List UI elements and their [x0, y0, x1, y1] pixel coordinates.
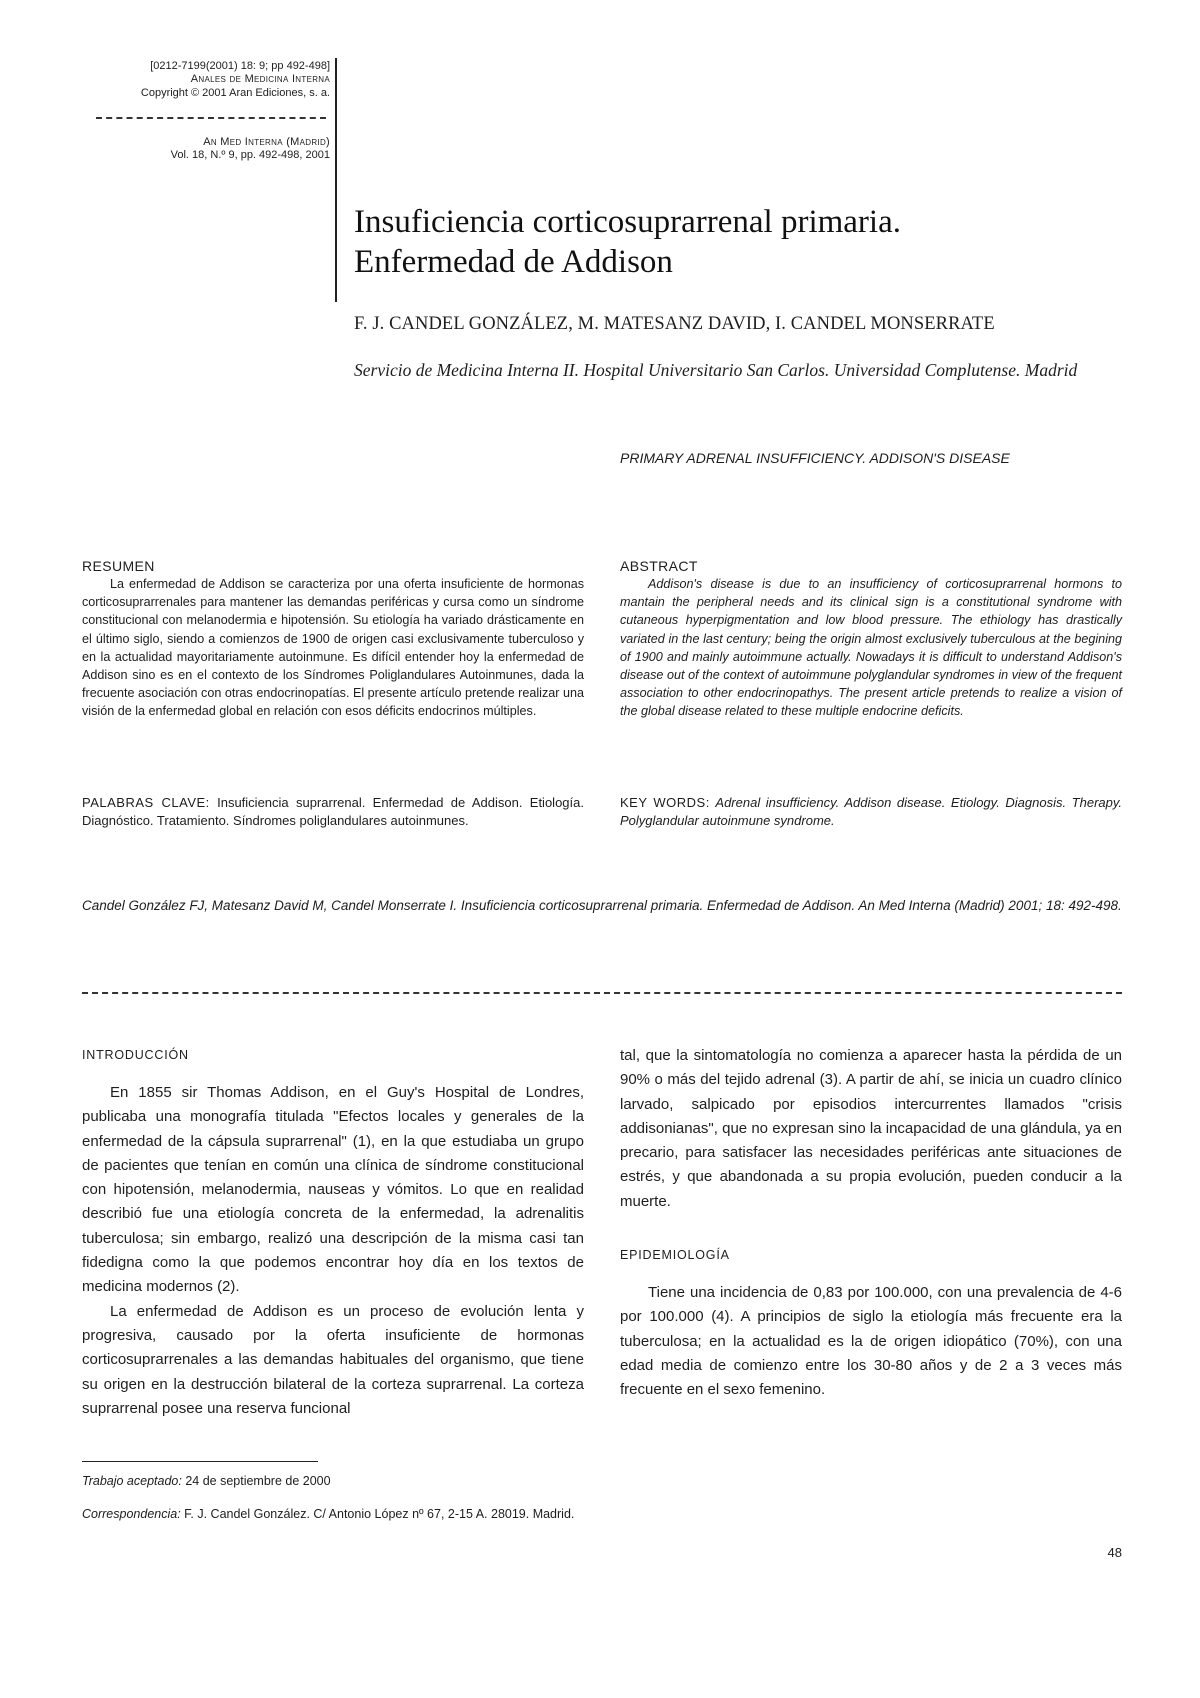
key-words-text: Adrenal insufficiency. Addison disease. Etiology. Diagnosis. Therapy. Polyglandular autoinmune syndrome.: [620, 795, 1122, 829]
key-words-label: KEY WORDS:: [620, 795, 710, 810]
citation: Candel González FJ, Matesanz David M, Candel Monserrate I. Insuficiencia corticosuprarrenal primaria. Enfermedad de Addison. An Med Interna (Madrid) 2001; 18: 492-498.: [82, 898, 1122, 913]
header-vertical-rule: [335, 58, 337, 302]
footnote-rule: [82, 1461, 318, 1462]
correspondence-footnote: Correspondencia: F. J. Candel González. C/ Antonio López nº 67, 2-15 A. 28019. Madrid.: [82, 1507, 575, 1521]
introduccion-paragraph-1: En 1855 sir Thomas Addison, en el Guy's Hospital de Londres, publicaba una monografía titulada "Efectos locales y generales de la enfermedad de la cápsula suprarrenal" (1), en la que estudiaba un grupo de pacientes que tenían en común una clínica de síndrome constitucional con hipotensión, melanodermia, nauseas y vómitos. Lo que en realidad describió fue una etiología concreta de la enfermedad, la adrenalitis tuberculosa; sin embargo, realizó una descripción de la misma casi tan fidedigna como la que podemos encontrar hoy día en los textos de medicina modernos (2).: [82, 1084, 584, 1296]
journal-name: Anales de Medicina Interna: [190, 73, 330, 85]
epidemiologia-paragraph: Tiene una incidencia de 0,83 por 100.000, con una prevalencia de 4-6 por 100.000 (4). A principios de siglo la etiología más frecuente era la tuberculosa; en la actualidad es la de origen idiopático (70%), con una edad media de comienzo entre los 30-80 años y de 2 a 3 veces más frecuente en el sexo femenino.: [620, 1284, 1122, 1399]
introduccion-paragraph-2: La enfermedad de Addison es un proceso de evolución lenta y progresiva, causado por la oferta insuficiente de hormonas corticosuprarrenales a las demandas habituales del organismo, que tiene su origen en la destrucción bilateral de la corteza suprarrenal. La corteza suprarrenal posee una reserva funcional: [82, 1302, 584, 1417]
introduccion-heading: INTRODUCCIÓN: [82, 1048, 189, 1062]
affiliation: Servicio de Medicina Interna II. Hospital Universitario San Carlos. Universidad Complutense. Madrid: [354, 360, 1078, 380]
volume-info: Vol. 18, N.º 9, pp. 492-498, 2001: [170, 149, 330, 161]
body-right-column: [620, 1044, 1122, 1403]
section-divider: [82, 992, 1122, 994]
resumen-heading: RESUMEN: [82, 558, 155, 574]
palabras-clave-text: Insuficiencia suprarrenal. Enfermedad de Addison. Etiología. Diagnóstico. Tratamiento. Síndromes poliglandulares autoinmunes.: [82, 795, 584, 829]
received-footnote: Trabajo aceptado: 24 de septiembre de 2000: [82, 1474, 331, 1488]
key-words: [620, 794, 1122, 830]
body-left-column: [82, 1048, 584, 1421]
palabras-clave-label: PALABRAS CLAVE:: [82, 795, 210, 810]
abstract-section: [620, 558, 1122, 721]
introduccion-paragraph-3: tal, que la sintomatología no comienza a aparecer hasta la pérdida de un 90% o más del tejido adrenal (3). A partir de ahí, se inicia un cuadro clínico larvado, salpicado por episodios intercurrentes llamados "crisis addisonianas", que no expresan sino la incapacidad de una glándula, ya en precario, para satisfacer las necesidades periféricas ante situaciones de estrés, y que abandonada a su propia evolución, pueden conducir a la muerte.: [620, 1047, 1122, 1210]
abstract-text: Addison's disease is due to an insufficiency of corticosuprarrenal hormons to mantain the peripheral needs and its clinical sign is a constitutional syndrome with cutaneous hyperpigmentation and low blood pressure. The ethiology has drastically variated in the last century; being the origin almost exclusively tuberculous at the begining of 1900 and mainly autoimmune actually. Nowadays it is difficult to understand Addison's disease out of the context of autoimmune polyglandular syndromes in view of the frequent association to other endocrinopathys. The present article pretends to realize a vision of the global disease related to these multiple endocrine deficits.: [620, 577, 1122, 719]
abstract-heading: ABSTRACT: [620, 558, 698, 574]
authors: F. J. CANDEL GONZÁLEZ, M. MATESANZ DAVID, I. CANDEL MONSERRATE: [354, 314, 995, 334]
journal-reference: [0212-7199(2001) 18: 9; pp 492-498]: [150, 60, 330, 72]
copyright-notice: Copyright © 2001 Aran Ediciones, s. a.: [140, 87, 330, 99]
epidemiologia-heading: EPIDEMIOLOGÍA: [620, 1248, 730, 1263]
header-divider: [96, 117, 326, 119]
palabras-clave: [82, 794, 584, 830]
page-number: 48: [1107, 1545, 1122, 1560]
resumen-text: La enfermedad de Addison se caracteriza por una oferta insuficiente de hormonas corticosuprarrenales para mantener las demandas periféricas y cursa como un síndrome constitucional con melanodermia e hipotensión. Su etiología ha variado drásticamente en el último siglo, siendo a comienzos de 1900 de origen casi exclusivamente tuberculoso y en la actualidad mayoritariamente autoinmune. Es difícil entender hoy la enfermedad de Addison sino es en el contexto de los Síndromes Poliglandulares Autoinmunes, dada la frecuente asociación con otras endocrinopatías. El presente artículo pretende realizar una visión de la enfermedad global en relación con esos déficits endocrinos múltiples.: [82, 577, 584, 719]
english-title: PRIMARY ADRENAL INSUFFICIENCY. ADDISON'S DISEASE: [620, 450, 1010, 466]
journal-abbrev: An Med Interna (Madrid): [203, 136, 330, 148]
article-title: Insuficiencia corticosuprarrenal primaria. Enfermedad de Addison: [354, 204, 901, 280]
resumen-section: [82, 558, 584, 721]
